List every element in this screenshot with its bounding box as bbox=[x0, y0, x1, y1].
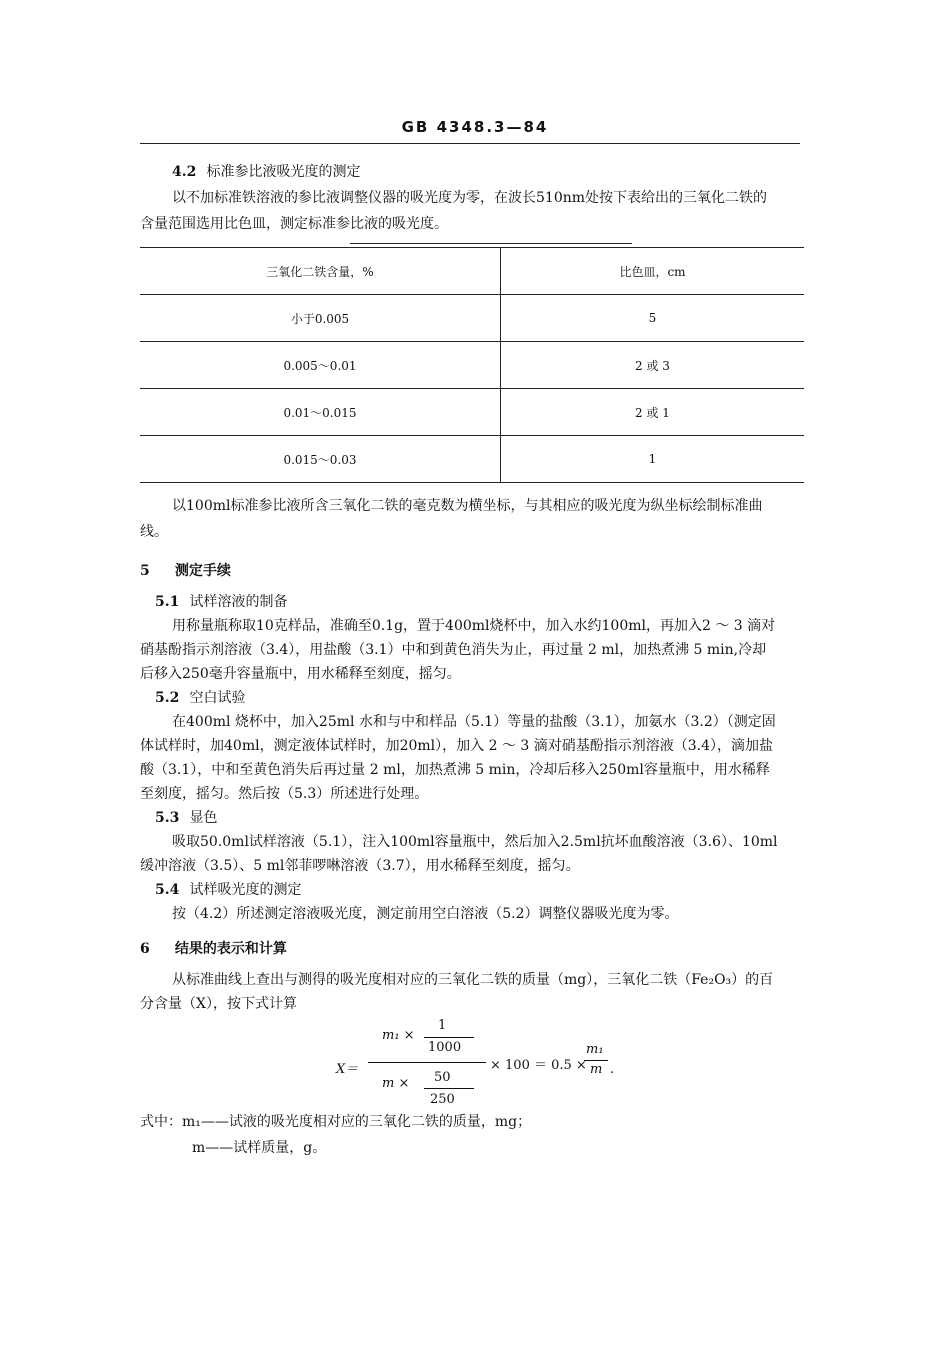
section-5-4-heading bbox=[155, 878, 301, 902]
section-title: 试样吸光度的测定 bbox=[189, 882, 302, 898]
table-header-row bbox=[140, 248, 804, 295]
section-title: 测定手续 bbox=[174, 563, 231, 579]
section-number: 6 bbox=[140, 941, 150, 957]
formula-denominator-250: 250 bbox=[430, 1092, 455, 1107]
paragraph-line: 含量范围选用比色皿，测定标准参比液的吸光度。 bbox=[140, 216, 448, 232]
table-cell: 1 bbox=[501, 436, 805, 483]
section-number: 5.3 bbox=[155, 810, 180, 826]
table-header-cell: 三氧化二铁含量，% bbox=[140, 248, 501, 295]
result-formula bbox=[336, 1018, 636, 1118]
section-title: 试样溶液的制备 bbox=[189, 594, 288, 610]
formula-numerator-50: 50 bbox=[434, 1070, 451, 1085]
formula-times-100: × 100 ＝ 0.5 × bbox=[490, 1058, 587, 1073]
table-row bbox=[140, 295, 804, 342]
formula-inner-fraction-line bbox=[424, 1037, 474, 1038]
section-4-2-heading bbox=[172, 160, 360, 184]
section-title: 结果的表示和计算 bbox=[174, 941, 287, 957]
paragraph-line: 以不加标准铁溶液的参比液调整仪器的吸光度为零，在波长510nm处按下表给出的三氧化二铁的 bbox=[172, 190, 768, 206]
formula-denominator-1000: 1000 bbox=[428, 1040, 462, 1055]
formula-m: m bbox=[590, 1062, 603, 1077]
table-cell: 2 或 3 bbox=[501, 342, 805, 389]
paragraph-line: 以100ml标准参比液所含三氧化二铁的毫克数为横坐标，与其相应的吸光度为纵坐标绘制标准曲 bbox=[172, 498, 763, 514]
section-number: 4.2 bbox=[172, 164, 197, 180]
table-cell: 小于0.005 bbox=[140, 295, 501, 342]
cuvette-table bbox=[140, 247, 804, 483]
table-cell: 0.005～0.01 bbox=[140, 342, 501, 389]
section-number: 5.1 bbox=[155, 594, 180, 610]
section-5-2-heading bbox=[155, 686, 245, 710]
formula-lhs: X＝ bbox=[336, 1062, 359, 1077]
section-number: 5.4 bbox=[155, 882, 180, 898]
paragraph-line: 线。 bbox=[140, 524, 168, 540]
table-cell: 0.015～0.03 bbox=[140, 436, 501, 483]
formula-main-fraction-line bbox=[368, 1062, 486, 1063]
formula-m1: m₁ bbox=[586, 1042, 604, 1057]
table-row bbox=[140, 342, 804, 389]
formula-m-times: m × bbox=[382, 1076, 410, 1091]
page-header: GB 4348.3—84 bbox=[401, 118, 549, 136]
section-title: 标准参比液吸光度的测定 bbox=[206, 164, 361, 180]
paragraph-line: 酸（3.1），中和至黄色消失后再过量 2 ml，加热煮沸 5 min，冷却后移入250ml容量瓶中，用水稀释 bbox=[140, 762, 770, 778]
section-number: 5 bbox=[140, 563, 150, 579]
section-title: 显色 bbox=[189, 810, 218, 826]
section-5-3-heading bbox=[155, 806, 217, 830]
paragraph-line: 在400ml 烧杯中，加入25ml 水和与中和样品（5.1）等量的盐酸（3.1），加氨水（3.2）（测定固 bbox=[172, 714, 776, 730]
section-title: 空白试验 bbox=[189, 690, 246, 706]
where-line: 式中：m₁——试液的吸光度相对应的三氧化二铁的质量，mg； bbox=[140, 1114, 532, 1130]
table-cell: 0.01～0.015 bbox=[140, 389, 501, 436]
where-line: m——试样质量，g。 bbox=[192, 1140, 327, 1156]
paragraph-line: 吸取50.0ml试样溶液（5.1），注入100ml容量瓶中，然后加入2.5ml抗坏血酸溶液（3.6）、10ml bbox=[172, 834, 778, 850]
paragraph-line: 分含量（X），按下式计算 bbox=[140, 996, 297, 1012]
paragraph-line: 用称量瓶称取10克样品，准确至0.1g，置于400ml烧杯中，加入水约100ml，再加入2 ～ 3 滴对 bbox=[172, 618, 776, 634]
header-rule bbox=[140, 143, 800, 144]
table-top-rule bbox=[350, 243, 632, 244]
table-cell: 2 或 1 bbox=[501, 389, 805, 436]
formula-inner-fraction-line-2 bbox=[424, 1088, 474, 1089]
section-5-1-heading bbox=[155, 590, 287, 614]
paragraph-line: 按（4.2）所述测定溶液吸光度，测定前用空白溶液（5.2）调整仪器吸光度为零。 bbox=[172, 906, 679, 922]
formula-m1-times: m₁ × bbox=[382, 1028, 415, 1043]
table-row bbox=[140, 389, 804, 436]
section-6-heading bbox=[140, 938, 287, 958]
formula-final-fraction-line bbox=[584, 1060, 608, 1061]
table-row bbox=[140, 436, 804, 483]
formula-dot: . bbox=[610, 1062, 615, 1077]
table-header-cell: 比色皿，cm bbox=[501, 248, 805, 295]
paragraph-line: 从标准曲线上查出与测得的吸光度相对应的三氧化二铁的质量（mg），三氧化二铁（Fe₂O₃）的百 bbox=[172, 972, 774, 988]
section-number: 5.2 bbox=[155, 690, 180, 706]
section-5-heading bbox=[140, 560, 231, 580]
paragraph-line: 体试样时，加40ml，测定液体试样时，加20ml），加入 2 ～ 3 滴对硝基酚指示剂溶液（3.4），滴加盐 bbox=[140, 738, 774, 754]
paragraph-line: 后移入250毫升容量瓶中，用水稀释至刻度，摇匀。 bbox=[140, 666, 461, 682]
table-cell: 5 bbox=[501, 295, 805, 342]
paragraph-line: 至刻度，摇匀。然后按（5.3）所述进行处理。 bbox=[140, 786, 429, 802]
paragraph-line: 硝基酚指示剂溶液（3.4），用盐酸（3.1）中和到黄色消失为止，再过量 2 ml，加热煮沸 5 min,冷却 bbox=[140, 642, 767, 658]
formula-numerator-1: 1 bbox=[438, 1018, 447, 1033]
paragraph-line: 缓冲溶液（3.5）、5 ml邻菲啰啉溶液（3.7），用水稀释至刻度，摇匀。 bbox=[140, 858, 580, 874]
